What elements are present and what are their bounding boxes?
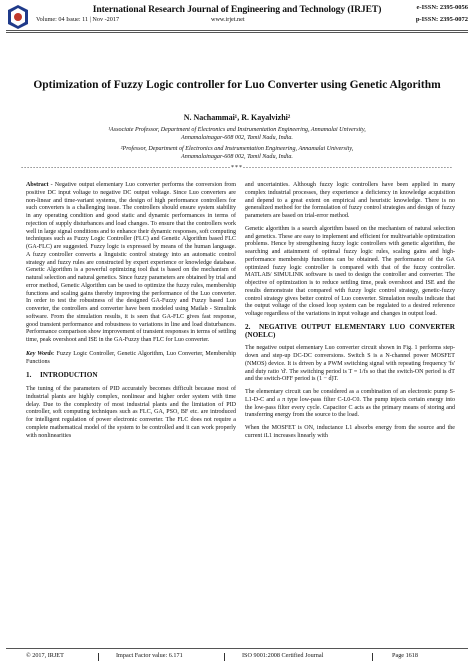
keywords	[26, 351, 236, 367]
right-column	[245, 182, 455, 446]
volume-info: Volume: 04 Issue: 11 | Nov -2017	[36, 16, 120, 23]
abstract-label: Abstract	[26, 182, 49, 188]
e-issn: e-ISSN: 2395-0056	[416, 4, 468, 11]
section-1-number: 1.	[26, 371, 32, 380]
section-2-title: NEGATIVE OUTPUT ELEMENTARY LUO CONVERTER (NOELC)	[245, 322, 455, 339]
paragraph-1: and uncertainties. Although fuzzy logic controllers have been applied in many complex industrial processes, they experience a deficiency in knowledge acquisition and depend to a great extent on empirical and heuristic knowledge. There is no generalized method for the formulation of fuzzy control strategies and design of fuzzy parameters are based on trial-error method.	[245, 182, 455, 219]
abstract	[26, 182, 236, 345]
affiliation-2-line-2: Annamalainagar-608 002, Tamil Nadu, India.	[181, 153, 293, 160]
affiliation-2	[40, 146, 434, 161]
journal-name: International Research Journal of Engineering and Technology (IRJET)	[92, 4, 382, 15]
header-rule	[6, 30, 468, 31]
section-2-number: 2.	[245, 322, 251, 331]
keywords-label: Key Words	[26, 350, 53, 357]
website-link[interactable]: www.irjet.net	[211, 16, 245, 23]
keywords-text: : Fuzzy Logic Controller, Genetic Algorithm, Luo Converter, Membership Functions	[26, 350, 236, 365]
paragraph-3: The negative output elementary Luo converter circuit shown in Fig. 1 performs step-down and step-up DC-DC conversions. Switch S is a N-channel power MOSFET (NMOS) device. It is driven by a PWM switching signal with repeating frequency 'fs' and duty ratio 'd'. The switching period is T = 1/fs so that the switch-ON period is dT and the switch-OFF period is (1 − d)T.	[245, 345, 455, 383]
footer-page-number: Page 1618	[392, 652, 418, 659]
paragraph-4: The elementary circuit can be considered as a combination of an electronic pump S-L1-D-C and a π type low-pass filter C-L0-C0. The pump injects certain energy into the low-pass filter every cycle. Capacitor C acts as the primary means of storing and transferring energy from the source to the load.	[245, 389, 455, 419]
affiliation-1-line-1: ¹Associate Professor, Department of Electronics and Instrumentation Engineering, Annamalai University,	[108, 127, 366, 133]
affiliation-2-line-1: ²Professor, Department of Electronics and Instrumentation Engineering, Annamalai University,	[120, 146, 354, 152]
irjet-logo	[6, 4, 30, 30]
p-issn: p-ISSN: 2395-0072	[415, 16, 468, 23]
left-column	[26, 182, 236, 445]
footer-divider	[98, 653, 99, 661]
footer-divider	[372, 653, 373, 661]
header-rule-2	[6, 32, 468, 33]
abstract-text: - Negative output elementary Luo converter performs the conversion from positive DC input voltage to negative DC output voltage. Since Luo converters are non-linear and time-variant systems, the design of high performance controllers for such converters is a challenging issue. The controllers should ensure system stability in any operating condition and good static and dynamic performances in terms of rejection of supply disturbances and load changes. To ensure that the controllers work well in large signal conditions and to enhance their dynamic responses, soft computing techniques such as Fuzzy Logic Controller (FLC) and Genetic Algorithm based FLC (GA-FLC) are suggested. Fuzzy logic is expressed by means of the human language. A fuzzy controller converts a linguistic control strategy into an automatic control strategy and fuzzy rules are constructed by expert experience or knowledge database. Genetic Algorithm is a powerful optimizing tool that is based on the mechanism of natural selection and natural genetics. Since fuzzy parameters are obtained by trial and error method, Genetic Algorithm can be used to optimize the fuzzy rules, membership functions and scaling gains thereby improving the performance of the Luo converter. In order to test the robustness of the designed GA-Fuzzy and Fuzzy based Luo converter, the controllers and converter have been modeled using Matlab - Simulink software. From the simulation results, it is seen that GA-FLC gives fast response, good transient performance and robustness to variations in line and load disturbances. Performance comparison show improvement of transient responses in terms of settling time, peak overshoot and ISE in the GA-Fuzzy than FLC for Luo converter.	[26, 182, 236, 343]
section-1-heading	[26, 372, 236, 380]
paper-title: Optimization of Fuzzy Logic controller for Luo Converter using Genetic Algorithm	[33, 79, 441, 91]
paragraph-2: Genetic algorithm is a search algorithm based on the mechanism of natural selection and genetics. These are easy to implement and efficient for multivariable optimization problems. Hence by strengthening fuzzy logic controllers with genetic algorithm, the searching and attainment of optimal fuzzy logic rules, scaling gains and high-performance membership functions can be obtained. The performance of the GA optimized fuzzy logic controller is compared with that of the fuzzy controller. MATLAB/ SIMULINK software is used to design the controller and converter. The objective of optimization is to reduce settling time, peak overshoot and ISE and the results demonstrate that compared with fuzzy logic control strategy, genetic-fuzzy control strategy gives better control of Luo converter. Simulation results indicate that the output voltage of the closed loop system can be regulated to a desired reference voltage regardless of the variations in input voltage and changes in output load.	[245, 225, 455, 317]
footer-copyright: © 2017, IRJET	[26, 652, 64, 659]
section-1-title: INTRODUCTION	[40, 371, 98, 380]
affiliation-1-line-2: Annamalainagar-608 002, Tamil Nadu, India.	[181, 134, 293, 141]
header-subline	[36, 16, 468, 26]
footer-impact-factor: Impact Factor value: 6.171	[116, 652, 183, 659]
intro-paragraph: The tuning of the parameters of PID accurately becomes difficult because most of industrial plants are highly complex, nonlinear and higher order system with time delay. Due to the complexity of most industrial plants and the limitation of PID controller, soft computing techniques such as FLC, GA, PSO, BF etc. are introduced for intelligent regulation of power electronic converter. The FLC does not require a complete mathematical model of the system to be controlled and it can work properly with nonlinearities	[26, 386, 236, 439]
journal-header	[36, 4, 438, 15]
footer-rule	[6, 648, 468, 649]
separator-line: ----------------------------------------------------------------------***----------------------------------------------------------------------	[21, 165, 453, 171]
section-2-heading	[245, 324, 455, 340]
paragraph-5: When the MOSFET is ON, inductance L1 absorbs energy from the source and the current iL1 increases linearly with	[245, 425, 455, 439]
affiliation-1	[40, 127, 434, 142]
footer-iso: ISO 9001:2008 Certified Journal	[242, 652, 324, 659]
paper-authors: N. Nachammai¹, R. Kayalvizhi²	[183, 113, 291, 122]
footer-divider	[224, 653, 225, 661]
